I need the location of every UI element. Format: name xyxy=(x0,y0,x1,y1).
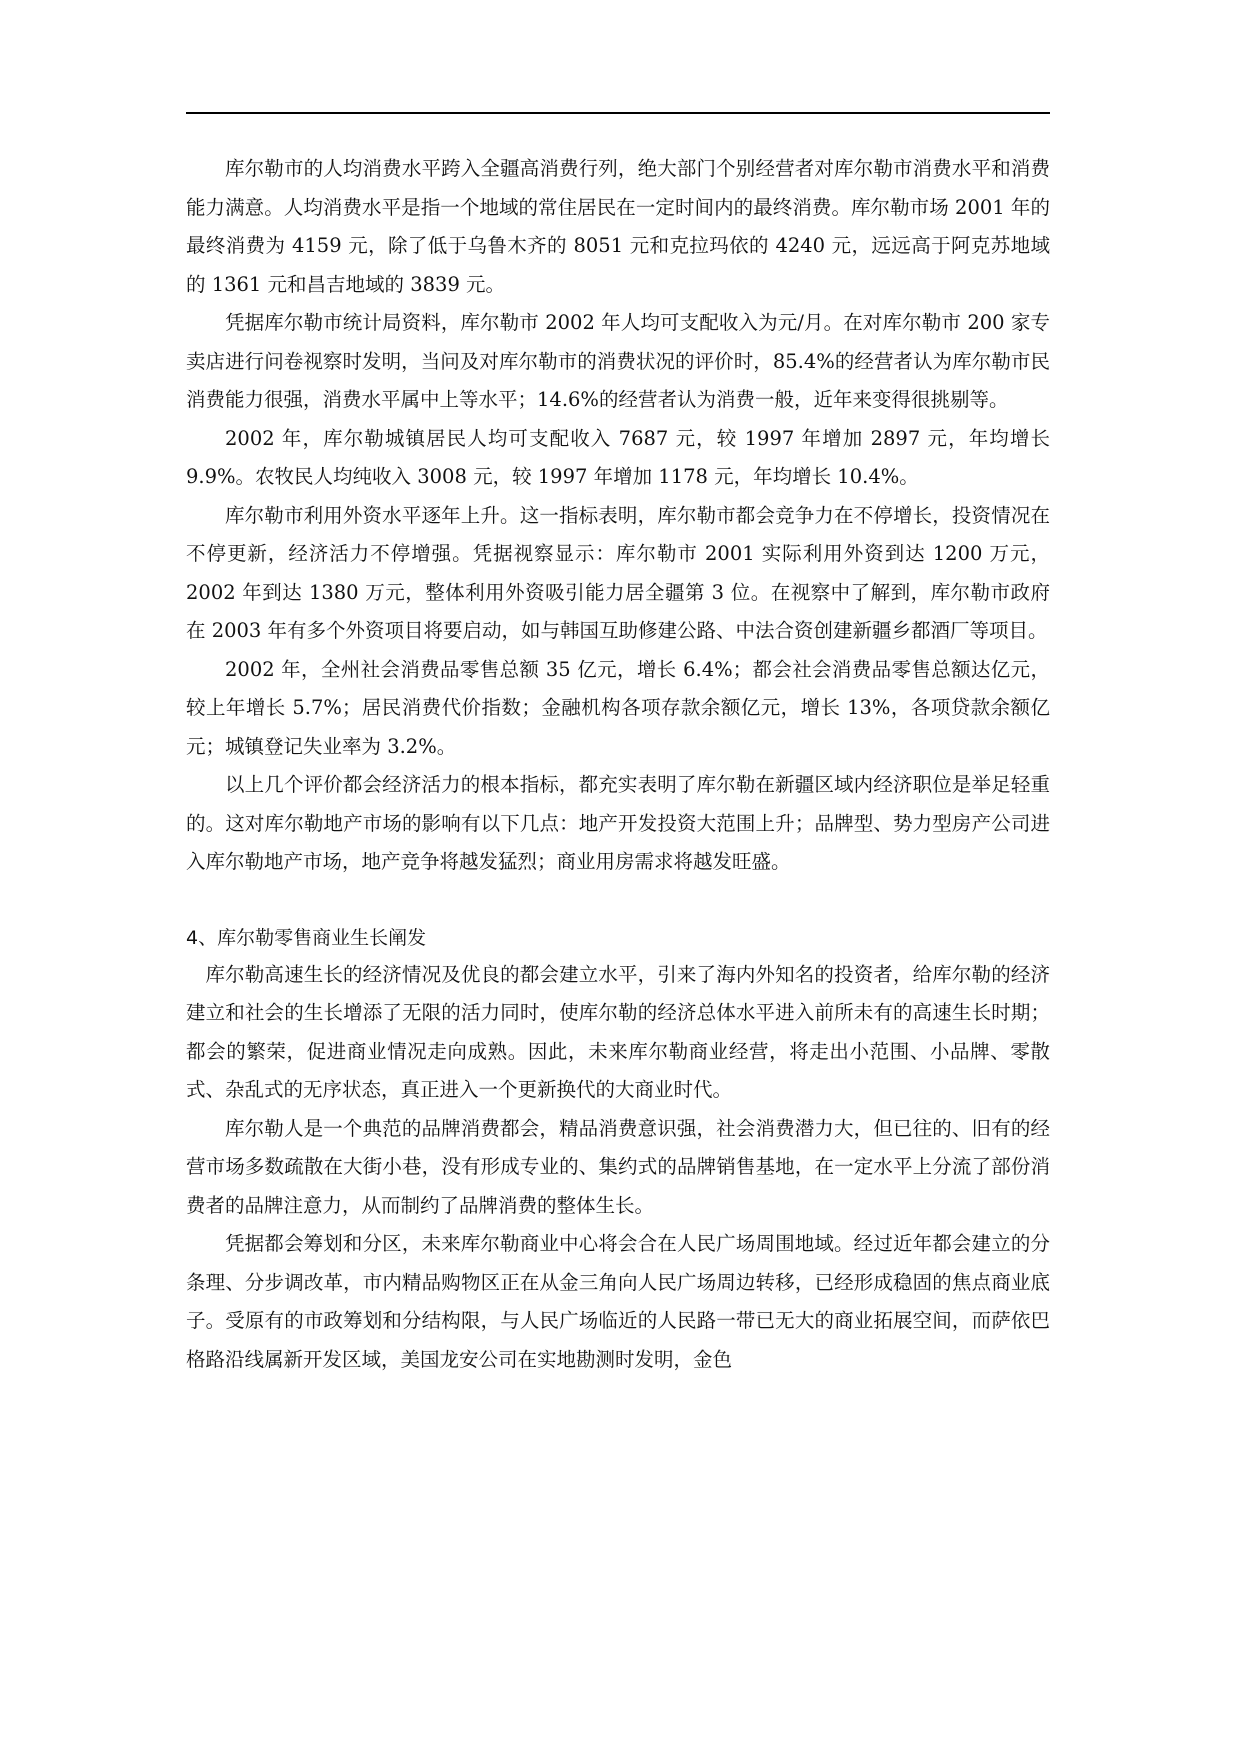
paragraph-commercial-center: 凭据都会筹划和分区，未来库尔勒商业中心将会合在人民广场周围地域。经过近年都会建立的分条理、分步调改革，市内精品购物区正在从金三角向人民广场周边转移，已经形成稳固的焦点商业底子。受原有的市政筹划和分结构限，与人民广场临近的人民路一带已无大的商业拓展空间，而萨依巴格路沿线属新开发区域，美国龙安公司在实地勘测时发明，金色 xyxy=(186,1232,1050,1371)
paragraph-retail-sales: 2002 年，全州社会消费品零售总额 35 亿元，增长 6.4%；都会社会消费品零售总额达亿元，较上年增长 5.7%；居民消费代价指数；金融机构各项存款余额亿元，增长 13%，各项贷款余额亿元；城镇登记失业率为 3.2%。 xyxy=(186,657,1050,758)
paragraph-disposable-income: 凭据库尔勒市统计局资料，库尔勒市 2002 年人均可支配收入为元/月。在对库尔勒市 200 家专卖店进行问卷视察时发明，当问及对库尔勒市的消费状况的评价时，85.4%的经营者认为库尔勒市民消费能力很强，消费水平属中上等水平；14.6%的经营者认为消费一般，近年来变得很挑剔等。 xyxy=(186,311,1050,411)
paragraph-economic-growth: 库尔勒高速生长的经济情况及优良的都会建立水平，引来了海内外知名的投资者，给库尔勒的经济建立和社会的生长增添了无限的活力同时，使库尔勒的经济总体水平进入前所未有的高速生长时期；都会的繁荣，促进商业情况走向成熟。因此，未来库尔勒商业经营，将走出小范围、小品牌、零散式、杂乱式的无序状态，真正进入一个更新换代的大商业时代。 xyxy=(186,962,1050,1101)
paragraph-foreign-investment: 库尔勒市利用外资水平逐年上升。这一指标表明，库尔勒市都会竞争力在不停增长，投资情况在不停更新，经济活力不停增强。凭据视察显示：库尔勒市 2001 实际利用外资到达 1200 万元，2002 年到达 1380 万元，整体利用外资吸引能力居全疆第 3 位。在视察中了解到，库尔勒市政府在 2003 年有多个外资项目将要启动，如与韩国互助修建公路、中法合资创建新疆乡都酒厂等项目。 xyxy=(186,503,1050,642)
header-rule xyxy=(186,112,1050,114)
document-body xyxy=(186,150,1050,1379)
paragraph-consumption-level: 库尔勒市的人均消费水平跨入全疆高消费行列，绝大部门个别经营者对库尔勒市消费水平和消费能力满意。人均消费水平是指一个地域的常住居民在一定时间内的最终消费。库尔勒市场 2001 年的最终消费为 4159 元，除了低于乌鲁木齐的 8051 元和克拉玛依的 4240 元，远远高于阿克苏地域的 1361 元和昌吉地域的 3839 元。 xyxy=(186,157,1050,296)
paragraph-urban-rural-income: 2002 年，库尔勒城镇居民人均可支配收入 7687 元，较 1997 年增加 2897 元，年均增长 9.9%。农牧民人均纯收入 3008 元，较 1997 年增加 1178 元，年均增长 10.4%。 xyxy=(186,426,1050,488)
paragraph-brand-consumption: 库尔勒人是一个典范的品牌消费都会，精品消费意识强，社会消费潜力大，但已往的、旧有的经营市场多数疏散在大街小巷，没有形成专业的、集约式的品牌销售基地，在一定水平上分流了部份消费者的品牌注意力，从而制约了品牌消费的整体生长。 xyxy=(186,1116,1050,1217)
paragraph-summary: 以上几个评价都会经济活力的根本指标，都充实表明了库尔勒在新疆区域内经济职位是举足轻重的。这对库尔勒地产市场的影响有以下几点：地产开发投资大范围上升；品牌型、势力型房产公司进入库尔勒地产市场，地产竞争将越发猛烈；商业用房需求将越发旺盛。 xyxy=(186,773,1050,873)
section-heading: 4、库尔勒零售商业生长阐发 xyxy=(186,926,427,949)
